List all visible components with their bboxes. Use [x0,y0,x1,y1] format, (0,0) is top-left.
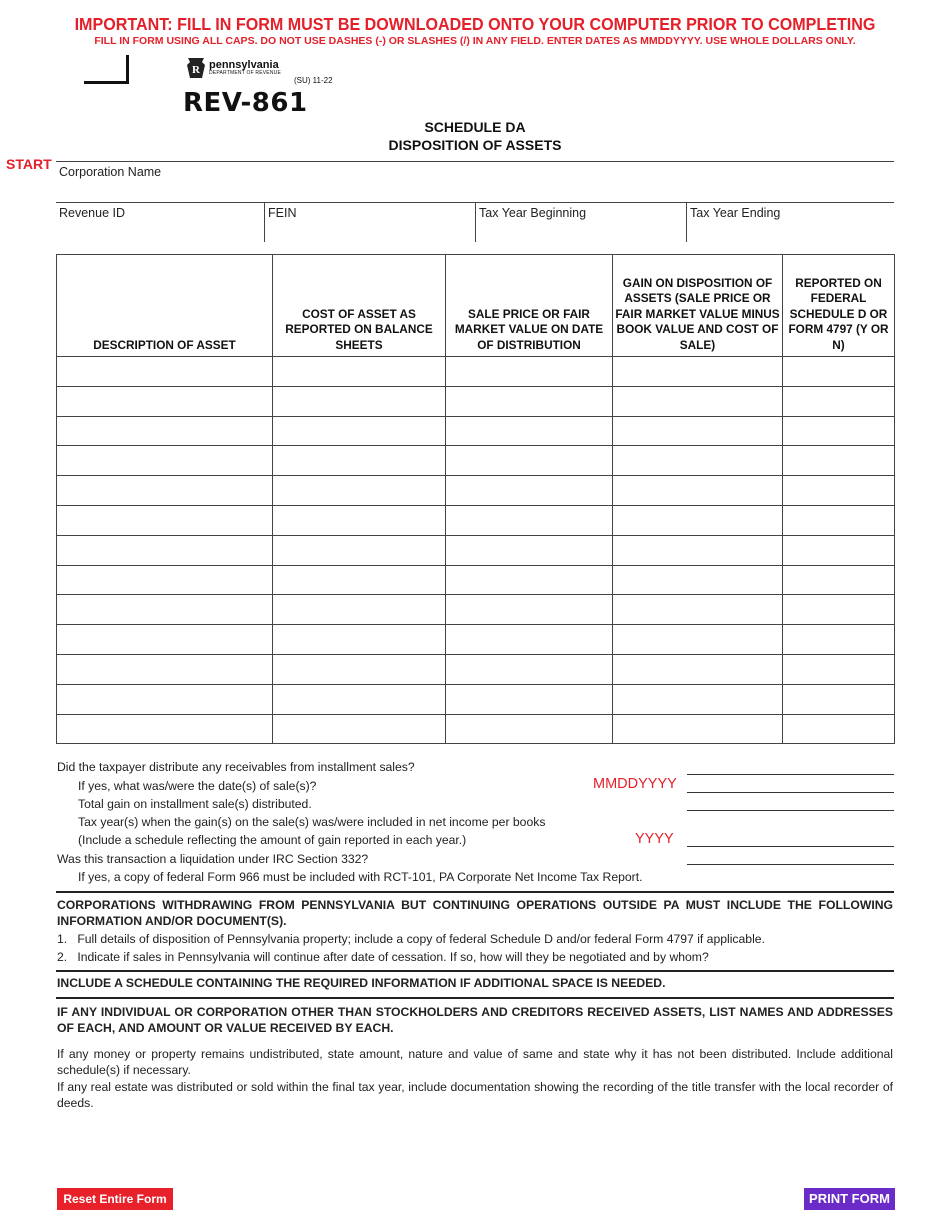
sale-price-cell[interactable] [446,386,613,416]
svg-text:R: R [192,64,200,76]
table-row [57,416,895,446]
form-966-note: If yes, a copy of federal Form 966 must be included with RCT-101, PA Corporate Net Income Tax Report. [78,870,643,884]
gain-cell[interactable] [613,357,783,387]
schedule-subtitle: DISPOSITION OF ASSETS [388,137,562,153]
gain-cell[interactable] [613,386,783,416]
schedule-title [0,118,950,154]
col-reported-federal: REPORTED ON FEDERAL SCHEDULE D OR FORM 4797 (Y OR N) [783,255,895,357]
col-cost: COST OF ASSET AS REPORTED ON BALANCE SHEETS [273,255,446,357]
reported-cell[interactable] [783,565,895,595]
real-estate-note: If any real estate was distributed or sold within the final tax year, include documentation showing the recording of the title transfer with the local recorder of deeds. [57,1080,893,1110]
cost-cell[interactable] [273,625,446,655]
sale-price-cell[interactable] [446,357,613,387]
tax-year-ending-field[interactable] [686,202,894,242]
sale-date-input[interactable] [687,792,894,793]
description-cell[interactable] [57,386,273,416]
sale-price-cell[interactable] [446,625,613,655]
corner-registration-mark [84,55,129,84]
asset-disposition-table [56,254,895,744]
description-cell[interactable] [57,684,273,714]
schedule-name: SCHEDULE DA [424,119,526,135]
table-row [57,625,895,655]
table-row [57,595,895,625]
tax-year-beginning-label: Tax Year Beginning [479,206,587,220]
corporation-name-field[interactable] [56,161,894,201]
gain-cell[interactable] [613,505,783,535]
reported-cell[interactable] [783,535,895,565]
installment-answer-line[interactable] [687,774,894,775]
section-divider [56,891,894,893]
form-number: REV-861 [183,88,308,118]
total-gain-question: Total gain on installment sale(s) distributed. [78,797,312,811]
revenue-id-field[interactable] [56,202,264,242]
reported-cell[interactable] [783,446,895,476]
sale-price-cell[interactable] [446,595,613,625]
cost-cell[interactable] [273,416,446,446]
reported-cell[interactable] [783,416,895,446]
pa-revenue-logo [186,57,281,79]
start-marker: START [6,156,52,172]
sale-price-cell[interactable] [446,654,613,684]
cost-cell[interactable] [273,476,446,506]
gain-cell[interactable] [613,654,783,684]
gain-cell[interactable] [613,595,783,625]
sale-price-cell[interactable] [446,505,613,535]
cost-cell[interactable] [273,505,446,535]
gain-cell[interactable] [613,446,783,476]
col-gain: GAIN ON DISPOSITION OF ASSETS (SALE PRICE OR FAIR MARKET VALUE MINUS BOOK VALUE AND COST OF SALE) [613,255,783,357]
sale-price-cell[interactable] [446,416,613,446]
description-cell[interactable] [57,714,273,744]
table-header-row [57,255,895,357]
additional-space-notice: INCLUDE A SCHEDULE CONTAINING THE REQUIRED INFORMATION IF ADDITIONAL SPACE IS NEEDED. [57,976,666,990]
withdrawing-notice: CORPORATIONS WITHDRAWING FROM PENNSYLVANIA BUT CONTINUING OPERATIONS OUTSIDE PA MUST INCLUDE THE FOLLOWING INFORMATION AND/OR DOCUMENT(S). [57,898,893,928]
reported-cell[interactable] [783,625,895,655]
description-cell[interactable] [57,476,273,506]
corporation-name-label: Corporation Name [59,165,162,179]
tax-year-input[interactable] [687,846,894,847]
gain-cell[interactable] [613,416,783,446]
gain-cell[interactable] [613,684,783,714]
cost-cell[interactable] [273,357,446,387]
logo-department: DEPARTMENT OF REVENUE [209,70,281,76]
undistributed-note: If any money or property remains undistributed, state amount, nature and value of same and state why it has not been distributed. Include additional schedule(s) if necessary. [57,1047,893,1077]
liquidation-question: Was this transaction a liquidation under IRC Section 332? [57,852,369,866]
gain-cell[interactable] [613,535,783,565]
reported-cell[interactable] [783,714,895,744]
section-divider [56,970,894,972]
reported-cell[interactable] [783,654,895,684]
withdrawing-item-2: 2. Indicate if sales in Pennsylvania will continue after date of cessation. If so, how will they be negotiated and by whom? [57,950,709,964]
sale-price-cell[interactable] [446,446,613,476]
keystone-icon [186,57,206,79]
withdrawing-item-1: 1. Full details of disposition of Pennsylvania property; include a copy of federal Schedule D and/or federal Form 4797 if applicable. [57,932,765,946]
cost-cell[interactable] [273,595,446,625]
col-description: DESCRIPTION OF ASSET [57,255,273,357]
reported-cell[interactable] [783,357,895,387]
sale-price-cell[interactable] [446,714,613,744]
cost-cell[interactable] [273,386,446,416]
sale-price-cell[interactable] [446,476,613,506]
reported-cell[interactable] [783,595,895,625]
sale-date-placeholder: MMDDYYYY [593,776,677,792]
description-cell[interactable] [57,595,273,625]
tax-year-placeholder: YYYY [635,831,674,847]
description-cell[interactable] [57,625,273,655]
revenue-id-label: Revenue ID [59,206,126,220]
reported-cell[interactable] [783,505,895,535]
download-warning: IMPORTANT: FILL IN FORM MUST BE DOWNLOADED ONTO YOUR COMPUTER PRIOR TO COMPLETING [74,14,876,34]
reset-form-button[interactable]: Reset Entire Form [57,1188,173,1210]
cost-cell[interactable] [273,714,446,744]
reported-cell[interactable] [783,386,895,416]
description-cell[interactable] [57,654,273,684]
liquidation-input[interactable] [687,864,894,865]
tax-year-ending-label: Tax Year Ending [690,206,781,220]
cost-cell[interactable] [273,446,446,476]
sale-price-cell[interactable] [446,684,613,714]
table-row [57,684,895,714]
revision-code: (SU) 11-22 [294,76,333,85]
tax-year-beginning-field[interactable] [475,202,686,242]
section-divider [56,997,894,999]
table-row [57,565,895,595]
table-row [57,714,895,744]
description-cell[interactable] [57,416,273,446]
table-row [57,446,895,476]
fein-field[interactable] [264,202,475,242]
fein-label: FEIN [268,206,297,220]
cost-cell[interactable] [273,535,446,565]
sale-price-cell[interactable] [446,535,613,565]
logo-state: pennsylvania [209,59,279,71]
sale-price-cell[interactable] [446,565,613,595]
gain-cell[interactable] [613,714,783,744]
tax-year-gain-question: Tax year(s) when the gain(s) on the sale(s) was/were included in net income per books [78,815,546,829]
description-cell[interactable] [57,535,273,565]
table-row [57,535,895,565]
reported-cell[interactable] [783,476,895,506]
description-cell[interactable] [57,357,273,387]
sale-date-question: If yes, what was/were the date(s) of sale(s)? [78,779,317,793]
table-row [57,357,895,387]
table-row [57,654,895,684]
table-row [57,476,895,506]
cost-cell[interactable] [273,684,446,714]
tax-year-gain-note: (Include a schedule reflecting the amount of gain reported in each year.) [78,833,467,847]
gain-cell[interactable] [613,565,783,595]
print-form-button[interactable]: PRINT FORM [804,1188,895,1210]
total-gain-input[interactable] [687,810,894,811]
table-row [57,505,895,535]
fill-instructions: FILL IN FORM USING ALL CAPS. DO NOT USE DASHES (-) OR SLASHES (/) IN ANY FIELD. ENTER DATES AS MMDDYYYY. USE WHOLE DOLLARS ONLY. [94,35,856,47]
installment-question: Did the taxpayer distribute any receivables from installment sales? [57,760,415,774]
col-sale-price: SALE PRICE OR FAIR MARKET VALUE ON DATE OF DISTRIBUTION [446,255,613,357]
description-cell[interactable] [57,505,273,535]
reported-cell[interactable] [783,684,895,714]
description-cell[interactable] [57,446,273,476]
cost-cell[interactable] [273,565,446,595]
cost-cell[interactable] [273,654,446,684]
description-cell[interactable] [57,565,273,595]
table-row [57,386,895,416]
other-recipients-notice: IF ANY INDIVIDUAL OR CORPORATION OTHER THAN STOCKHOLDERS AND CREDITORS RECEIVED ASSETS, LIST NAMES AND ADDRESSES OF EACH, AND AMOUNT OR VALUE RECEIVED BY EACH. [57,1005,893,1035]
gain-cell[interactable] [613,476,783,506]
gain-cell[interactable] [613,625,783,655]
